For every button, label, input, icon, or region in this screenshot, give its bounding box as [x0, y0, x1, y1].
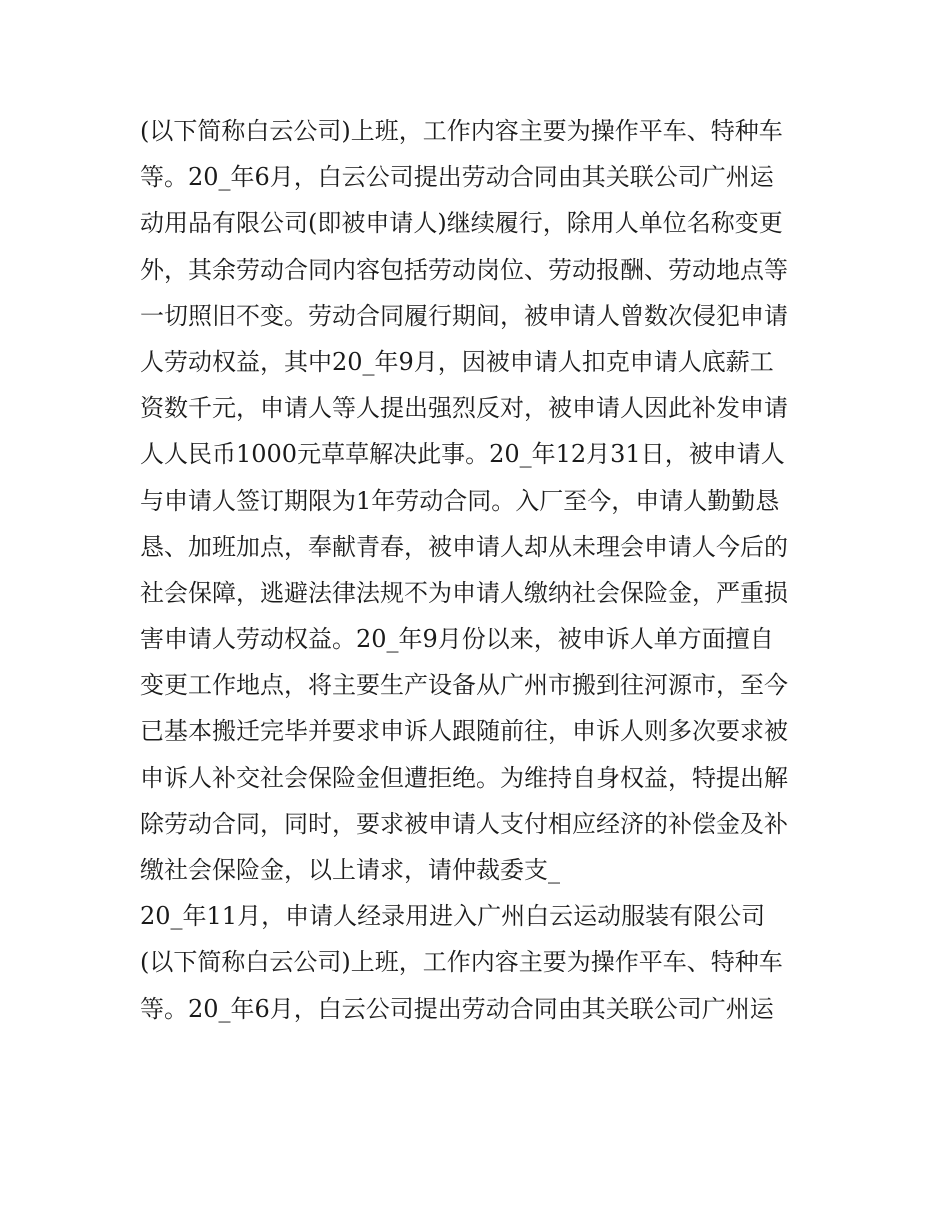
text-line: 人劳动权益，其中20_年9月，因被申请人扣克申请人底薪工 — [140, 347, 774, 376]
document-body — [140, 108, 820, 1032]
text-line: 社会保障，逃避法律法规不为申请人缴纳社会保险金，严重损 — [140, 578, 788, 607]
text-line: 一切照旧不变。劳动合同履行期间，被申请人曾数次侵犯申请 — [140, 301, 788, 330]
text-line: 等。20_年6月，白云公司提出劳动合同由其关联公司广州运 — [140, 163, 774, 192]
text-line: 20_年11月，申请人经录用进入广州白云运动服装有限公司 — [140, 902, 766, 931]
text-line: 资数千元，申请人等人提出强烈反对，被申请人因此补发申请 — [140, 394, 788, 423]
text-line: 动用品有限公司(即被申请人)继续履行，除用人单位名称变更 — [140, 209, 783, 238]
text-line: 人人民币1000元草草解决此事。20_年12月31日，被申请人 — [140, 440, 785, 469]
text-line: 外，其余劳动合同内容包括劳动岗位、劳动报酬、劳动地点等 — [140, 255, 788, 284]
text-line: 变更工作地点，将主要生产设备从广州市搬到往河源市，至今 — [140, 671, 788, 700]
text-line: (以下简称白云公司)上班，工作内容主要为操作平车、特种车 — [140, 117, 783, 145]
text-line: 等。20_年6月，白云公司提出劳动合同由其关联公司广州运 — [140, 994, 774, 1023]
text-line: 已基本搬迁完毕并要求申诉人跟随前往，申诉人则多次要求被 — [140, 717, 788, 746]
text-line: 申诉人补交社会保险金但遭拒绝。为维持自身权益，特提出解 — [140, 763, 788, 792]
text-line: 害申请人劳动权益。20_年9月份以来，被申诉人单方面擅自 — [140, 625, 774, 654]
text-line: 与申请人签订期限为1年劳动合同。入厂至今，申请人勤勤恳 — [140, 486, 780, 515]
text-line: 恳、加班加点，奉献青春，被申请人却从未理会申请人今后的 — [140, 532, 788, 561]
text-line: 除劳动合同，同时，要求被申请人支付相应经济的补偿金及补 — [140, 809, 788, 838]
text-line: (以下简称白云公司)上班，工作内容主要为操作平车、特种车 — [140, 948, 783, 977]
text-line: 缴社会保险金，以上请求，请仲裁委支_ — [140, 856, 560, 884]
